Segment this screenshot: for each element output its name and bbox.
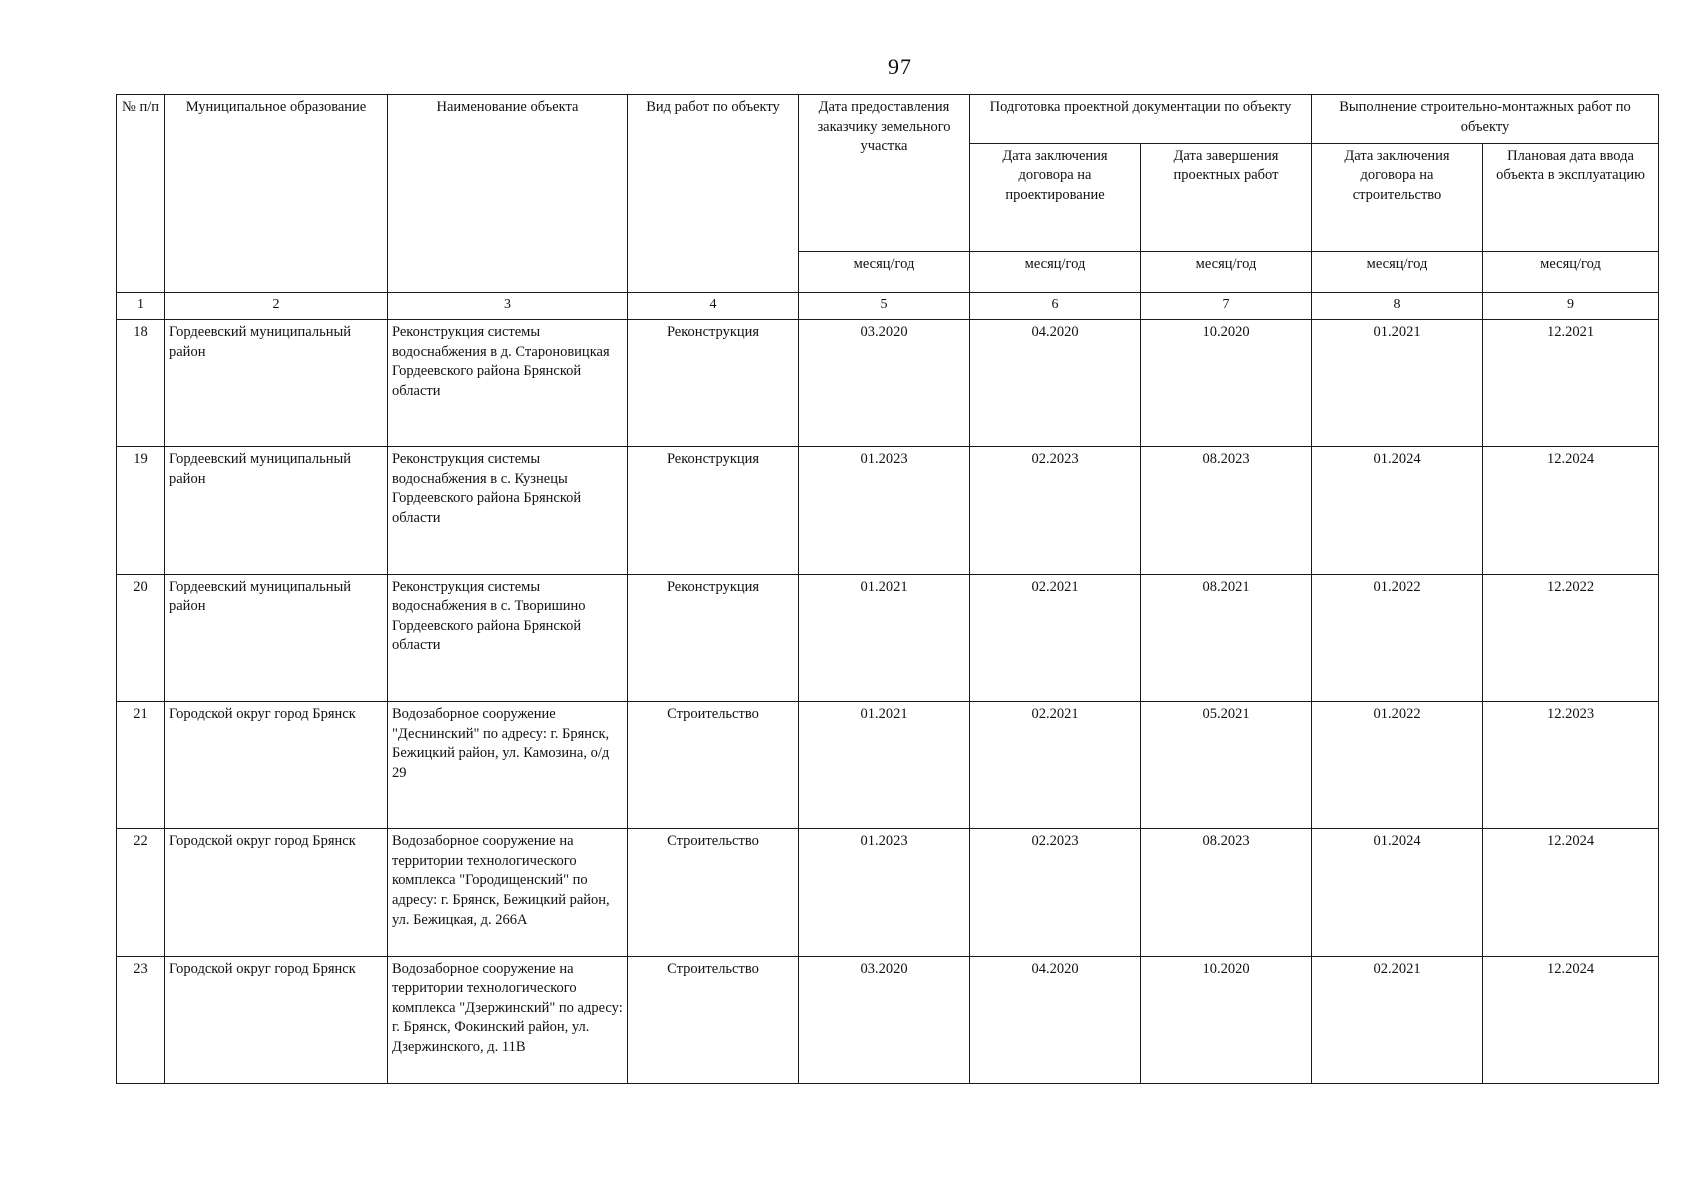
row-municipality: Городской округ город Брянск — [165, 829, 388, 956]
unit-cell: месяц/год — [970, 252, 1141, 293]
header-construction-group: Выполнение строительно-монтажных работ по объекту — [1312, 95, 1659, 144]
row-design-contract: 04.2020 — [970, 956, 1141, 1083]
row-commissioning: 12.2024 — [1483, 447, 1659, 574]
row-object-name: Водозаборное сооружение на территории технологического комплекса "Городищенский" по адресу: г. Брянск, Бежицкий район, ул. Бежицкая, д. 266А — [388, 829, 628, 956]
table-row — [117, 701, 1659, 828]
schedule-table — [116, 94, 1659, 1084]
row-design-end: 10.2020 — [1141, 956, 1312, 1083]
row-commissioning: 12.2021 — [1483, 320, 1659, 447]
row-municipality: Гордеевский муниципальный район — [165, 574, 388, 701]
header-land-date: Дата предоставления заказчику земельного участка — [799, 95, 970, 252]
header-object-name: Наименование объекта — [388, 95, 628, 293]
row-design-contract: 02.2021 — [970, 701, 1141, 828]
row-municipality: Гордеевский муниципальный район — [165, 320, 388, 447]
row-land-date: 01.2021 — [799, 574, 970, 701]
column-number: 6 — [970, 293, 1141, 320]
row-work-type: Реконструкция — [628, 447, 799, 574]
row-commissioning: 12.2024 — [1483, 956, 1659, 1083]
row-num: 21 — [117, 701, 165, 828]
row-construction-contract: 01.2022 — [1312, 701, 1483, 828]
row-object-name: Реконструкция системы водоснабжения в с. Творишино Гордеевского района Брянской области — [388, 574, 628, 701]
row-design-contract: 02.2023 — [970, 447, 1141, 574]
unit-cell: месяц/год — [1483, 252, 1659, 293]
column-number: 4 — [628, 293, 799, 320]
row-work-type: Строительство — [628, 956, 799, 1083]
row-design-end: 08.2021 — [1141, 574, 1312, 701]
column-number: 2 — [165, 293, 388, 320]
row-construction-contract: 01.2024 — [1312, 829, 1483, 956]
table-row — [117, 956, 1659, 1083]
header-num: № п/п — [117, 95, 165, 293]
table-row — [117, 574, 1659, 701]
row-object-name: Водозаборное сооружение на территории технологического комплекса "Дзержинский" по адресу: г. Брянск, Фокинский район, ул. Дзержинского, д. 11В — [388, 956, 628, 1083]
row-construction-contract: 01.2022 — [1312, 574, 1483, 701]
row-land-date: 01.2023 — [799, 447, 970, 574]
column-number: 1 — [117, 293, 165, 320]
row-design-contract: 02.2023 — [970, 829, 1141, 956]
row-num: 19 — [117, 447, 165, 574]
column-number: 7 — [1141, 293, 1312, 320]
column-number: 9 — [1483, 293, 1659, 320]
header-commissioning: Плановая дата ввода объекта в эксплуатацию — [1483, 143, 1659, 251]
row-land-date: 01.2021 — [799, 701, 970, 828]
column-number: 3 — [388, 293, 628, 320]
row-construction-contract: 02.2021 — [1312, 956, 1483, 1083]
row-num: 23 — [117, 956, 165, 1083]
column-number: 8 — [1312, 293, 1483, 320]
row-land-date: 01.2023 — [799, 829, 970, 956]
row-land-date: 03.2020 — [799, 320, 970, 447]
row-design-contract: 02.2021 — [970, 574, 1141, 701]
column-number: 5 — [799, 293, 970, 320]
table-row — [117, 320, 1659, 447]
row-design-contract: 04.2020 — [970, 320, 1141, 447]
table-row — [117, 447, 1659, 574]
row-design-end: 10.2020 — [1141, 320, 1312, 447]
row-construction-contract: 01.2024 — [1312, 447, 1483, 574]
header-row-1 — [117, 95, 1659, 144]
table-row — [117, 829, 1659, 956]
row-work-type: Реконструкция — [628, 574, 799, 701]
row-num: 18 — [117, 320, 165, 447]
header-construction-contract: Дата заключения договора на строительство — [1312, 143, 1483, 251]
row-construction-contract: 01.2021 — [1312, 320, 1483, 447]
header-work-type: Вид работ по объекту — [628, 95, 799, 293]
row-num: 20 — [117, 574, 165, 701]
header-design-end: Дата завершения проектных работ — [1141, 143, 1312, 251]
unit-cell: месяц/год — [1141, 252, 1312, 293]
row-object-name: Водозаборное сооружение "Деснинский" по адресу: г. Брянск, Бежицкий район, ул. Камозина, о/д 29 — [388, 701, 628, 828]
row-municipality: Городской округ город Брянск — [165, 956, 388, 1083]
row-work-type: Строительство — [628, 829, 799, 956]
header-design-contract: Дата заключения договора на проектирование — [970, 143, 1141, 251]
row-land-date: 03.2020 — [799, 956, 970, 1083]
column-numbers-row — [117, 293, 1659, 320]
row-work-type: Реконструкция — [628, 320, 799, 447]
row-work-type: Строительство — [628, 701, 799, 828]
page-number: 97 — [888, 54, 912, 79]
unit-cell: месяц/год — [799, 252, 970, 293]
row-design-end: 08.2023 — [1141, 447, 1312, 574]
header-municipality: Муниципальное образование — [165, 95, 388, 293]
row-commissioning: 12.2023 — [1483, 701, 1659, 828]
row-object-name: Реконструкция системы водоснабжения в д. Староновицкая Гордеевского района Брянской области — [388, 320, 628, 447]
row-design-end: 08.2023 — [1141, 829, 1312, 956]
row-municipality: Гордеевский муниципальный район — [165, 447, 388, 574]
header-design-group: Подготовка проектной документации по объекту — [970, 95, 1312, 144]
row-design-end: 05.2021 — [1141, 701, 1312, 828]
row-num: 22 — [117, 829, 165, 956]
row-object-name: Реконструкция системы водоснабжения в с. Кузнецы Гордеевского района Брянской области — [388, 447, 628, 574]
unit-cell: месяц/год — [1312, 252, 1483, 293]
row-commissioning: 12.2022 — [1483, 574, 1659, 701]
row-municipality: Городской округ город Брянск — [165, 701, 388, 828]
row-commissioning: 12.2024 — [1483, 829, 1659, 956]
